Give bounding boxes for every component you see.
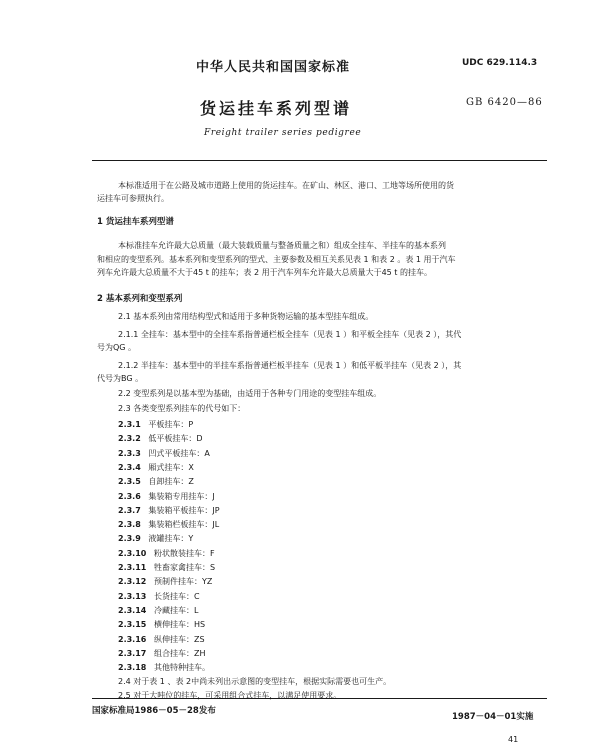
para-2-1: 2.1 基本系列由常用结构型式和适用于多种货物运输的基本型挂车组成。 [118,312,374,321]
page-number: 41 [508,735,519,744]
list-item: 2.3.8 集装箱栏板挂车：JL [118,520,220,530]
list-item: 2.3.4 厢式挂车：X [118,462,194,472]
para-2-1-2-line-2: 代号为BG 。 [97,374,144,383]
section-1-line-3: 列车允许最大总质量不大于45 t 的挂车；表 2 用于汽车列车允许最大总质量大于45 t 的挂车。 [97,268,432,277]
section-2-heading: 2 基本系列和变型系列 [97,294,183,304]
gb-number: GB 6420—86 [466,97,543,108]
intro-line-1: 本标准适用于在公路及城市道路上使用的货运挂车。在矿山、林区、港口、工地等场所使用的货 [118,181,454,190]
list-item: 2.3.15 横伸挂车：HS [118,620,206,630]
list-item: 2.3.9 液罐挂车：Y [118,534,194,544]
section-1-heading: 1 货运挂车系列型谱 [97,217,174,227]
english-title: Freight trailer series pedigree [204,128,362,138]
list-item: 2.3.16 纵伸挂车：ZS [118,634,205,644]
para-2-4: 2.4 对于表 1 、表 2中尚未列出示意图的变型挂车，根据实际需要也可生产。 [118,677,392,687]
list-item: 2.3.17 组合挂车：ZH [118,648,206,658]
para-2-1-1-line-1: 2.1.1 全挂车：基本型中的全挂车系指普通栏板全挂车（见表 1 ）和平板全挂车（见表 2 ），其代 [118,330,462,339]
effective-date: 1987－04－01实施 [452,712,534,722]
list-item: 2.3.5 自卸挂车：Z [118,477,194,487]
list-item: 2.3.7 集装箱平板挂车：JP [118,505,220,515]
para-2-1-1-line-2: 号为QG 。 [97,343,137,352]
list-item: 2.3.11 牲畜家禽挂车：S [118,563,216,572]
list-item: 2.3.1 平板挂车：P [118,420,194,429]
para-2-5: 2.5 对于大吨位的挂车，可采用组合式挂车，以满足使用要求。 [118,691,342,701]
para-2-2: 2.2 变型系列是以基本型为基础，由适用于各种专门用途的变型挂车组成。 [118,389,382,398]
udc-number: UDC 629.114.3 [462,58,538,68]
standard-title: 中华人民共和国国家标准 [196,60,351,75]
list-item: 2.3.12 预制件挂车：YZ [118,577,213,587]
top-divider [92,160,547,161]
section-1-line-2: 和相应的变型系列。基本系列和变型系列的型式、主要参数及相互关系见表 1 和表 2 。表 1 用于汽车 [97,255,456,264]
para-2-1-2-line-1: 2.1.2 半挂车：基本型中的半挂车系指普通栏板半挂车（见表 1 ）和低平板半挂车（见表 2 ），其 [118,361,462,370]
issue-date: 国家标准局1986－05－28发布 [92,706,216,716]
list-item: 2.3.2 低平板挂车：D [118,434,203,444]
document-title: 货运挂车系列型谱 [200,99,353,118]
intro-line-2: 运挂车可参照执行。 [97,194,169,203]
section-1-line-1: 本标准挂车允许最大总质量（最大装载质量与整备质量之和）组成全挂车、半挂车的基本系列 [118,241,446,250]
list-item: 2.3.13 长货挂车：C [118,591,200,601]
list-item: 2.3.6 集装箱专用挂车：J [118,491,215,501]
para-2-3: 2.3 各类变型系列挂车的代号如下： [118,404,246,413]
list-item: 2.3.10 粉状散装挂车：F [118,548,215,558]
list-item: 2.3.14 冷藏挂车：L [118,605,199,615]
list-item: 2.3.18 其他特种挂车。 [118,663,210,673]
list-item: 2.3.3 凹式平板挂车：A [118,448,210,458]
